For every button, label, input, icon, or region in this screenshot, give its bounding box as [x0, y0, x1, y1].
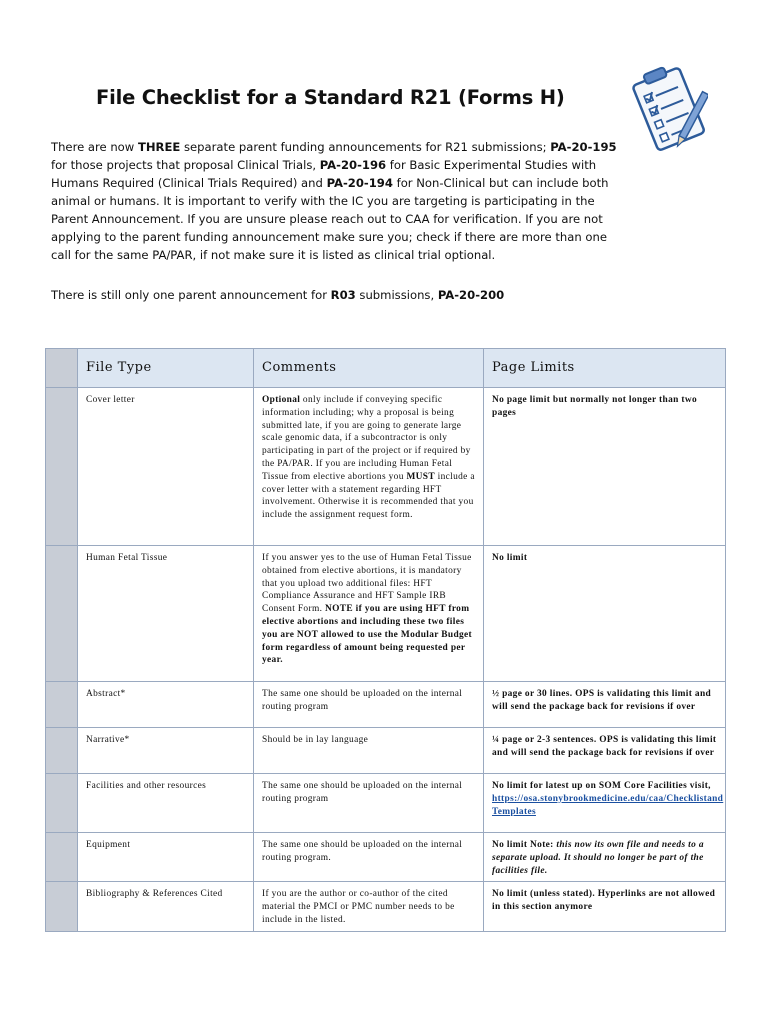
page-title: File Checklist for a Standard R21 (Forms H)	[96, 86, 565, 109]
header-comments: Comments	[254, 349, 484, 388]
file-type-cell: Human Fetal Tissue	[78, 546, 254, 682]
page-limit-cell: No limit for latest up on SOM Core Facilities visit, https://osa.stonybrookmedicine.edu/caa/Checklistand Templates	[484, 774, 726, 833]
checklist-templates-link[interactable]: https://osa.stonybrookmedicine.edu/caa/Checklistand Templates	[492, 793, 724, 817]
table-row	[46, 774, 726, 833]
file-type-cell: Equipment	[78, 833, 254, 882]
header-file-type: File Type	[78, 349, 254, 388]
file-type-cell: Bibliography & References Cited	[78, 882, 254, 931]
page-limit-cell: No limit (unless stated). Hyperlinks are not allowed in this section anymore	[484, 882, 726, 931]
file-type-cell: Cover letter	[78, 388, 254, 546]
row-gutter	[46, 774, 78, 833]
row-gutter	[46, 349, 78, 388]
intro-paragraph: There are now THREE separate parent funding announcements for R21 submissions; PA-20-195 for those projects that proposal Clinical Trials, PA-20-196 for Basic Experimental Studies with Humans Required (Clinical Trials Required) and PA-20-194 for Non-Clinical but can include both animal or humans. It is important to verify with the IC you are targeting is participating in the Parent Announcement. If you are unsure please reach out to CAA for verification. If you are not applying to the parent funding announcement make sure you; check if there are more than one call for the same PA/PAR, if not make sure it is listed as clinical trial optional.	[51, 140, 617, 262]
comments-cell: Optional only include if conveying specific information including; why a proposal is being submitted late, if you are going to generate large scale genomic data, if a subcontractor is only participating in part of the project or if required by the PA/PAR. If you are including Human Fetal Tissue from elective abortions you MUST include a cover letter with a statement regarding HFT involvement. Otherwise it is recommended that you include the assignment request form.	[254, 388, 484, 546]
table-row	[46, 833, 726, 882]
row-gutter	[46, 682, 78, 728]
page-limit-cell: ¼ page or 2-3 sentences. OPS is validating this limit and will send the package back for revisions if over	[484, 728, 726, 774]
comments-cell: The same one should be uploaded on the internal routing program	[254, 774, 484, 833]
file-type-cell: Facilities and other resources	[78, 774, 254, 833]
comments-cell: The same one should be uploaded on the internal routing program	[254, 682, 484, 728]
page-limit-cell: No limit	[484, 546, 726, 682]
file-type-cell: Abstract*	[78, 682, 254, 728]
comments-cell: If you are the author or co-author of the cited material the PMCI or PMC number needs to be include in the listed.	[254, 882, 484, 931]
comments-cell: The same one should be uploaded on the internal routing program.	[254, 833, 484, 882]
table-row	[46, 682, 726, 728]
table-header-row	[46, 349, 726, 388]
page-limit-cell: ½ page or 30 lines. OPS is validating this limit and will send the package back for revisions if over	[484, 682, 726, 728]
page-limit-cell: No limit Note: this now its own file and needs to a separate upload. It should no longer be part of the facilities file.	[484, 833, 726, 882]
row-gutter	[46, 546, 78, 682]
row-gutter	[46, 388, 78, 546]
comments-cell: Should be in lay language	[254, 728, 484, 774]
checklist-clipboard-icon	[630, 60, 708, 160]
file-checklist-table	[45, 348, 725, 932]
row-gutter	[46, 833, 78, 882]
header-page-limits: Page Limits	[484, 349, 726, 388]
row-gutter	[46, 728, 78, 774]
page-limit-cell: No page limit but normally not longer than two pages	[484, 388, 726, 546]
r03-note: There is still only one parent announcement for R03 submissions, PA-20-200	[51, 288, 505, 302]
table-row	[46, 388, 726, 546]
comments-cell: If you answer yes to the use of Human Fetal Tissue obtained from elective abortions, it is mandatory that you upload two additional files: HFT Compliance Assurance and HFT Sample IRB Consent Form. NOTE if you are using HFT from elective abortions and including these two files you are NOT allowed to use the Modular Budget form regardless of amount being requested per year.	[254, 546, 484, 682]
row-gutter	[46, 882, 78, 931]
table-row	[46, 728, 726, 774]
file-type-cell: Narrative*	[78, 728, 254, 774]
table-row	[46, 546, 726, 682]
table-row	[46, 882, 726, 931]
